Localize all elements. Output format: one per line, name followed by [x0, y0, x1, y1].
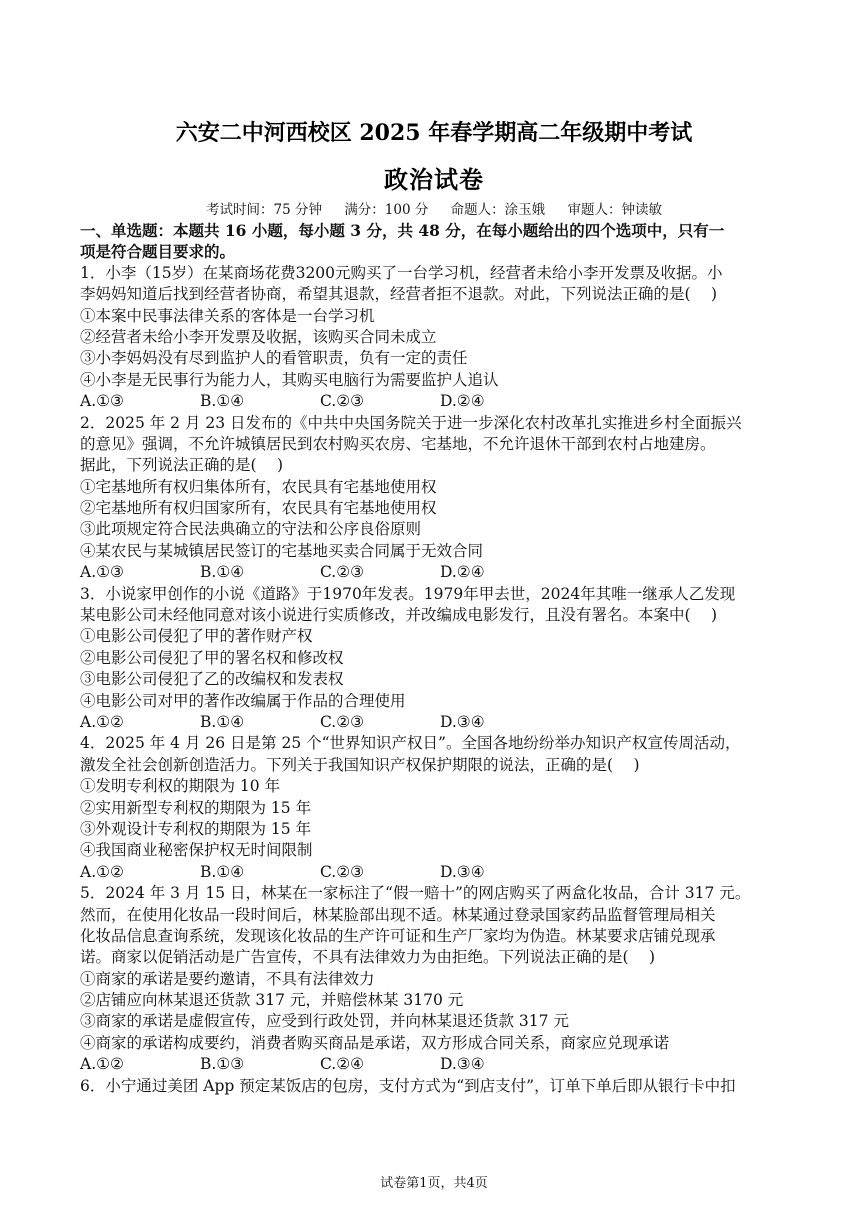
- choice-a: A.①②: [80, 1055, 124, 1074]
- option-statement: ①商家的承诺是要约邀请，不具有法律效力: [80, 969, 375, 988]
- option-statement: ①发明专利权的期限为 10 年: [80, 777, 281, 796]
- page-footer: 试卷第1页，共4页: [380, 1176, 488, 1191]
- exam-content: [80, 220, 810, 1097]
- choice-a: A.①②: [80, 862, 124, 881]
- full-score: 满分：100 分: [344, 202, 429, 218]
- option-statement: ③外观设计专利权的期限为 15 年: [80, 819, 312, 838]
- question-stem-line: 李妈妈知道后找到经营者协商，希望其退款，经营者拒不退款。对此，下列说法正确的是( ): [80, 285, 718, 304]
- answer-choices: [80, 391, 810, 412]
- option-statement: ①本案中民事法律关系的客体是一台学习机: [80, 306, 375, 325]
- question-3: [80, 584, 810, 734]
- choice-d: D.②④: [440, 392, 485, 411]
- setter: 命题人：涂玉娥: [450, 202, 546, 218]
- choice-a: A.①③: [80, 392, 124, 411]
- question-6: [80, 1076, 810, 1097]
- question-stem-line: 3．小说家甲创作的小说《道路》于1970年发表。1979年甲去世，2024年其唯一继承人乙发现: [80, 584, 736, 603]
- section-heading-line: 项是符合题目要求的。: [80, 242, 236, 262]
- option-statement: ②实用新型专利权的期限为 15 年: [80, 798, 312, 817]
- question-4: [80, 733, 810, 883]
- choice-b: B.①④: [200, 862, 245, 881]
- answer-choices: [80, 1054, 810, 1075]
- option-statement: ②经营者未给小李开发票及收据，该购买合同未成立: [80, 327, 437, 346]
- option-statement: ③小李妈妈没有尽到监护人的看管职责，负有一定的责任: [80, 349, 468, 368]
- choice-a: A.①②: [80, 712, 124, 731]
- reviewer: 审题人：钟读敏: [567, 202, 662, 218]
- option-statement: ④我国商业秘密保护权无时间限制: [80, 841, 313, 860]
- choice-b: B.①④: [200, 392, 245, 411]
- question-stem-line: 4．2025 年 4 月 26 日是第 25 个“世界知识产权日”。全国各地纷纷举办知识产权宣传周活动，: [80, 734, 741, 753]
- choice-b: B.①③: [200, 1055, 245, 1074]
- choice-d: D.③④: [440, 712, 485, 731]
- answer-choices: [80, 712, 810, 733]
- exam-meta: [0, 198, 868, 218]
- option-statement: ①电影公司侵犯了甲的著作财产权: [80, 627, 313, 646]
- option-statement: ④某农民与某城镇居民签订的宅基地买卖合同属于无效合同: [80, 541, 484, 560]
- choice-d: D.②④: [440, 563, 485, 582]
- question-stem-line: 据此，下列说法正确的是( ): [80, 456, 284, 475]
- option-statement: ④小李是无民事行为能力人，其购买电脑行为需要监护人追认: [80, 370, 499, 389]
- choice-c: C.②④: [320, 1055, 365, 1074]
- option-statement: ④电影公司对甲的著作改编属于作品的合理使用: [80, 691, 406, 710]
- option-statement: ②店铺应向林某退还货款 317 元，并赔偿林某 3170 元: [80, 991, 464, 1010]
- choice-c: C.②③: [320, 563, 365, 582]
- question-1: [80, 263, 810, 413]
- question-5: [80, 883, 810, 1076]
- choice-c: C.②③: [320, 392, 365, 411]
- question-stem-line: 2．2025 年 2 月 23 日发布的《中共中央国务院关于进一步深化农村改革扎实推进乡村全面振兴: [80, 413, 742, 432]
- option-statement: ③电影公司侵犯了乙的改编权和发表权: [80, 670, 344, 689]
- question-stem-line: 诺。商家以促销活动是广告宣传，不具有法律效力为由拒绝。下列说法正确的是( ): [80, 948, 656, 967]
- question-stem-line: 某电影公司未经他同意对该小说进行实质修改，并改编成电影发行，且没有署名。本案中( ): [80, 606, 718, 625]
- option-statement: ②电影公司侵犯了甲的署名权和修改权: [80, 648, 344, 667]
- question-stem-line: 的意见》强调，不允许城镇居民到农村购买农房、宅基地，不允许退休干部到农村占地建房。: [80, 434, 716, 453]
- question-2: [80, 413, 810, 584]
- choice-c: C.②③: [320, 862, 365, 881]
- question-stem-line: 5．2024 年 3 月 15 日，林某在一家标注了“假一赔十”的网店购买了两盒化妆品，合计 317 元。: [80, 884, 751, 903]
- choice-d: D.③④: [440, 1055, 485, 1074]
- choice-b: B.①④: [200, 712, 245, 731]
- question-stem-line: 化妆品信息查询系统，发现该化妆品的生产许可证和生产厂家均为伪造。林某要求店铺兑现承: [80, 926, 716, 945]
- choice-c: C.②③: [320, 712, 365, 731]
- question-stem-line: 激发全社会创新创造活力。下列关于我国知识产权保护期限的说法，正确的是( ): [80, 755, 640, 774]
- choice-b: B.①④: [200, 563, 245, 582]
- choice-a: A.①③: [80, 563, 124, 582]
- option-statement: ①宅基地所有权归集体所有，农民具有宅基地使用权: [80, 477, 437, 496]
- question-stem-line: 1．小李（15岁）在某商场花费3200元购买了一台学习机，经营者未给小李开发票及收据。小: [80, 263, 723, 282]
- choice-d: D.③④: [440, 862, 485, 881]
- answer-choices: [80, 862, 810, 883]
- option-statement: ③此项规定符合民法典确立的守法和公序良俗原则: [80, 520, 422, 539]
- option-statement: ④商家的承诺构成要约，消费者购买商品是承诺，双方形成合同关系，商家应兑现承诺: [80, 1033, 670, 1052]
- exam-time: 考试时间：75 分钟: [206, 202, 323, 218]
- option-statement: ③商家的承诺是虚假宣传，应受到行政处罚，并向林某退还货款 317 元: [80, 1012, 569, 1031]
- option-statement: ②宅基地所有权归国家所有，农民具有宅基地使用权: [80, 499, 437, 518]
- section-heading-line: 一、单选题：本题共 16 小题，每小题 3 分，共 48 分，在每小题给出的四个选项中，只有一: [80, 221, 725, 240]
- subject-title: 政治试卷: [384, 165, 484, 194]
- question-stem-line: 6．小宁通过美团 App 预定某饭店的包房，支付方式为“到店支付”，订单下单后即从银行卡中扣: [80, 1076, 736, 1095]
- question-stem-line: 然而，在使用化妆品一段时间后，林某脸部出现不适。林某通过登录国家药品监督管理局相关: [80, 905, 716, 924]
- answer-choices: [80, 562, 810, 583]
- exam-title: 六安二中河西校区 2025 年春学期高二年级期中考试: [175, 120, 693, 146]
